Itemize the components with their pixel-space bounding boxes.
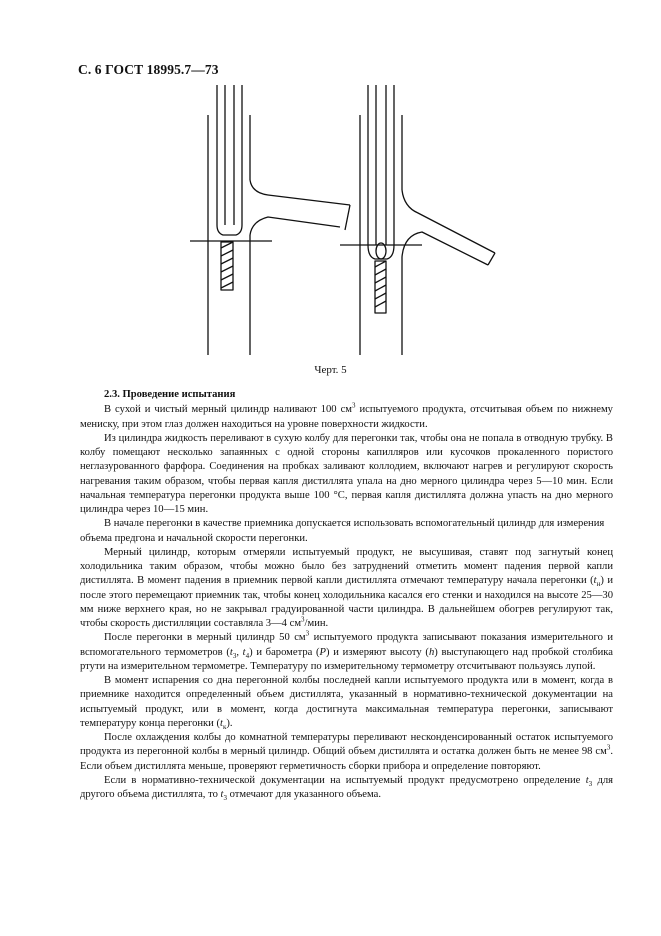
- paragraph-5: После перегонки в мерный цилиндр 50 $см^3$ испытуемого продукта записывают показания измерительного и вспомогательного термометров ($t_3$, $t_4$) и барометра (P) и измеряют высоту (h) выступающего над пробкой столбика ртути на измерительном термометре. Температуру по измерительному термометру отсчитывают пользуясь лупой.: [80, 629, 613, 672]
- section-title: Проведение испытания: [122, 389, 236, 400]
- figure-5-drawing: [190, 85, 510, 370]
- page-header: С. 6 ГОСТ 18995.7—73: [78, 62, 219, 77]
- paragraph-2: Из цилиндра жидкость переливают в сухую колбу для перегонки так, чтобы она не попала в отводную трубку. В колбу помещают несколько запаянных с одной стороны капилляров или кусочков прокаленного пористого неглазурованного фарфора. Соединения на пробках заливают коллодием, включают нагрев и регулируют скорость нагревания таким образом, чтобы первая капля дистиллята упала на дно мерного цилиндра через 5—10 мин. Если начальная температура перегонки продукта выше 100 °С, первая капля дистиллята должна упасть на дно мерного цилиндра через 10—15 мин.: [80, 432, 613, 515]
- paragraph-1: В сухой и чистый мерный цилиндр наливают 100 $см^3$ испытуемого продукта, отсчитывая объем по нижнему мениску, при этом глаз должен находиться на уровне поверхности жидкости.: [80, 401, 613, 430]
- figure-caption: Черт. 5: [314, 364, 347, 376]
- section-number: 2.3.: [104, 389, 120, 400]
- apparatus-left: [190, 85, 350, 355]
- apparatus-right: [340, 85, 495, 355]
- paragraph-7: После охлаждения колбы до комнатной температуры переливают несконденсированный остаток испытуемого продукта из перегонной колбы в мерный цилиндр. Общий объем дистиллята и остатка должен быть не менее 98 $см^3$. Если объем дистиллята меньше, проверяют герметичность сборки прибора и определение повторяют.: [80, 732, 613, 772]
- paragraph-3: В начале перегонки в качестве приемника допускается использовать вспомогательный цилиндр для измерения объема предгона и начальной скорости перегонки.: [80, 518, 605, 544]
- paragraph-6: В момент испарения со дна перегонной колбы последней капли испытуемого продукта или в момент, когда в приемнике находится определенный объем дистиллята, указанный в нормативно-технической документации на испытуемый продукт, или в момент, когда достигнута максимальная температура перегонки, записывают температуру конца перегонки $(t_к)$.: [80, 675, 613, 731]
- distillation-apparatus-diagram: [190, 85, 510, 365]
- paragraph-8: Если в нормативно-технической документации на испытуемый продукт предусмотрено определение $t_3$ для другого объема дистиллята, то $t_3$ отмечают для указанного объема.: [80, 774, 613, 803]
- section-heading: [104, 388, 613, 402]
- paragraph-4: Мерный цилиндр, которым отмеряли испытуемый продукт, не высушивая, ставят под загнутый конец холодильника таким образом, чтобы можно было без затруднений отметить момент падения первой капли дистиллята. В момент падения в приемник первой капли дистиллята отмечают температуру начала перегонки $(t_н)$ и после этого перемещают приемник так, чтобы конец холодильника касался его стенки и находился на высоте 25—30 мм ниже верхнего края, но не закрывал градуированной части цилиндра. В дальнейшем обогрев регулируют так, чтобы скорость дистилляции составляла 3—4 $см^3$/мин.: [80, 546, 614, 629]
- section-body: [80, 388, 613, 802]
